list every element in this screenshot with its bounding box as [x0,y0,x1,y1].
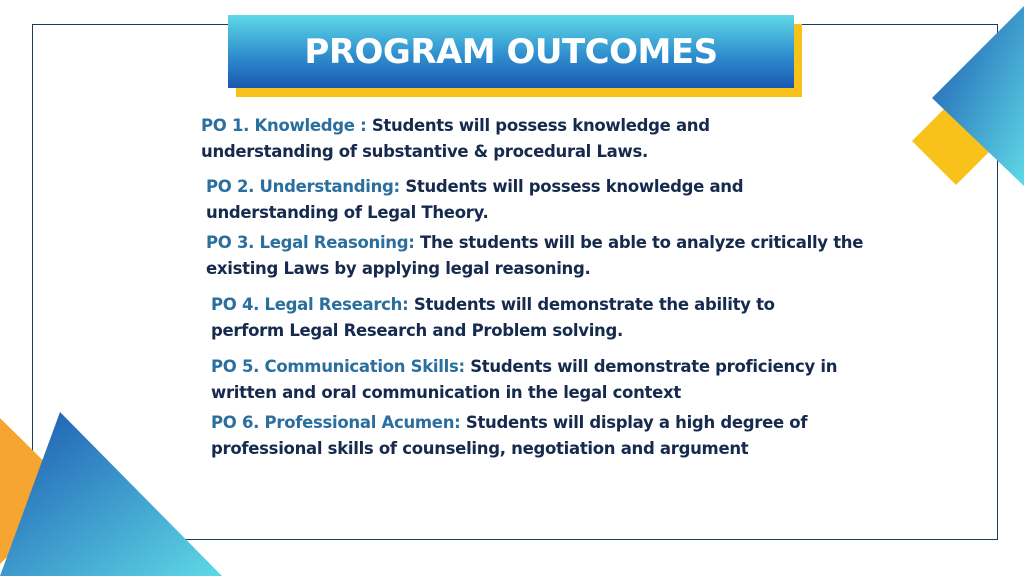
outcome-item [206,174,826,226]
outcome-item [206,230,896,282]
outcome-label: PO 1. Knowledge : [201,116,372,135]
outcome-text: Students will demonstrate proficiency in written and oral communication in the legal context [211,357,838,402]
page-title: PROGRAM OUTCOMES [304,31,718,72]
outcome-item [211,410,901,462]
bottom-left-blue-shape [0,412,222,576]
outcome-label: PO 4. Legal Research: [211,295,414,314]
outcome-label: PO 6. Professional Acumen: [211,413,466,432]
outcome-item [211,354,901,406]
outcome-item [211,292,841,344]
outcome-text: Students will demonstrate the ability to perform Legal Research and Problem solving. [211,295,775,340]
outcome-label: PO 3. Legal Reasoning: [206,233,420,252]
outcome-label: PO 5. Communication Skills: [211,357,471,376]
outcome-text: The students will be able to analyze critically the existing Laws by applying legal reasoning. [206,233,864,278]
outcome-label: PO 2. Understanding: [206,177,406,196]
outcome-text: Students will possess knowledge and understanding of substantive & procedural Laws. [201,116,710,161]
outcome-text: Students will display a high degree of professional skills of counseling, negotiation and argument [211,413,808,458]
outcome-text: Students will possess knowledge and understanding of Legal Theory. [206,177,744,222]
outcome-item [201,113,801,165]
title-banner [228,15,794,88]
